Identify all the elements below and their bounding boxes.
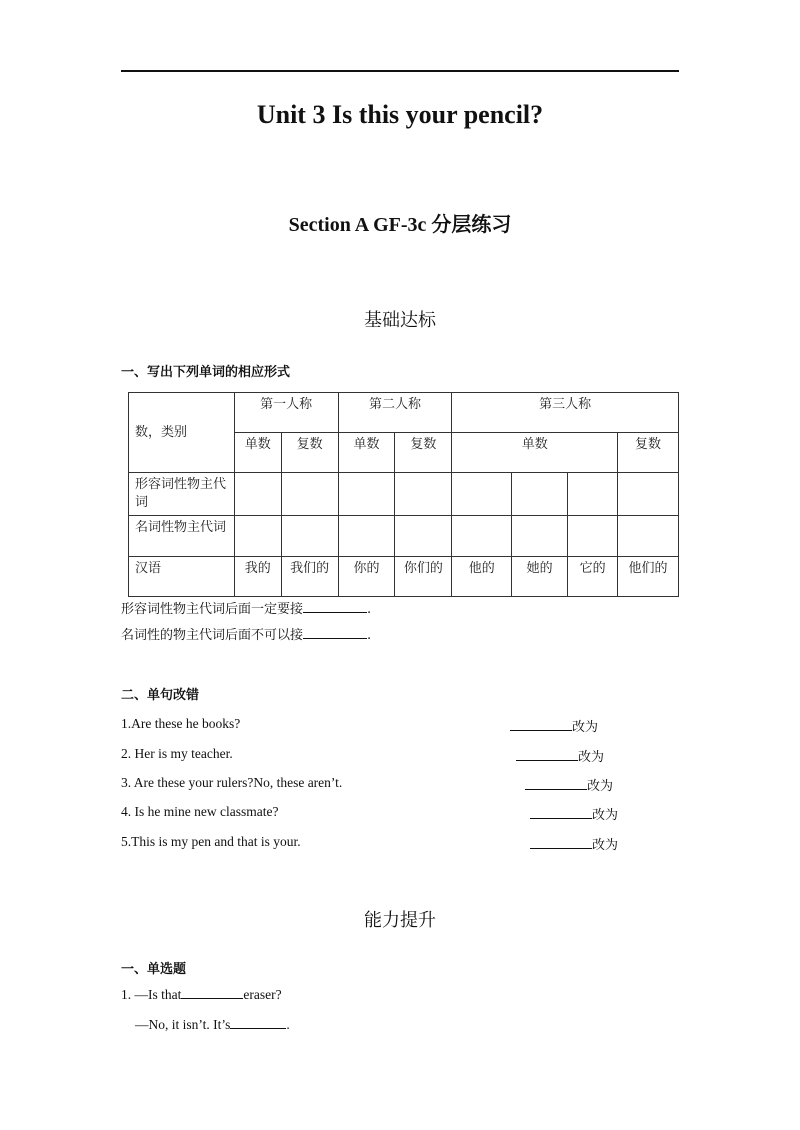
part2-heading: 二、单句改错 [121, 688, 200, 703]
question-text: eraser? [243, 987, 282, 1002]
page-subtitle: Section A GF-3c 分层练习 [288, 214, 512, 236]
chinese-meaning: 我们的 [281, 557, 338, 597]
answer-cell[interactable] [281, 516, 338, 557]
answer-blank[interactable] [181, 986, 243, 999]
header-plural: 复数 [281, 433, 338, 473]
chinese-meaning: 你们的 [395, 557, 452, 597]
correction-label: 改为 [592, 808, 619, 823]
correction-slot [525, 775, 613, 794]
answer-cell[interactable] [338, 516, 395, 557]
note-text: 形容词性物主代词后面一定要接 [121, 602, 304, 617]
page-title: Unit 3 Is this your pencil? [256, 100, 544, 129]
error-sentence: 4. Is he mine new classmate? [121, 804, 279, 819]
header-singular: 单数 [234, 433, 281, 473]
section-heading-basic: 基础达标 [364, 310, 436, 331]
header-first-person: 第一人称 [234, 393, 338, 433]
correction-label: 改为 [578, 750, 605, 765]
row-label-adjective-possessive: 形容词性物主代词 [129, 473, 235, 516]
answer-cell[interactable] [395, 516, 452, 557]
header-plural: 复数 [618, 433, 679, 473]
note-text: 名词性的物主代词后面不可以接 [121, 628, 304, 643]
correction-slot [510, 716, 598, 735]
header-singular: 单数 [452, 433, 618, 473]
error-sentence: 2. Her is my teacher. [121, 746, 233, 761]
answer-cell[interactable] [452, 473, 512, 516]
answer-cell[interactable] [234, 516, 281, 557]
chinese-meaning: 你的 [338, 557, 395, 597]
answer-blank[interactable] [530, 806, 592, 819]
row-label-chinese: 汉语 [129, 557, 235, 597]
correction-slot [530, 834, 618, 853]
answer-blank[interactable] [516, 748, 578, 761]
error-sentence: 3. Are these your rulers?No, these aren’t. [121, 775, 343, 790]
row-label-noun-possessive: 名词性物主代词 [129, 516, 235, 557]
section-heading-advanced: 能力提升 [364, 910, 436, 931]
header-plural: 复数 [395, 433, 452, 473]
correction-slot [516, 746, 604, 765]
answer-cell[interactable] [512, 473, 568, 516]
answer-blank[interactable] [525, 777, 587, 790]
answer-cell[interactable] [618, 473, 679, 516]
answer-blank[interactable] [530, 836, 592, 849]
answer-cell[interactable] [395, 473, 452, 516]
correction-label: 改为 [592, 838, 619, 853]
answer-cell[interactable] [234, 473, 281, 516]
answer-cell[interactable] [452, 516, 512, 557]
chinese-meaning: 我的 [234, 557, 281, 597]
answer-cell[interactable] [618, 516, 679, 557]
answer-cell[interactable] [568, 516, 618, 557]
pronoun-table [128, 392, 679, 597]
chinese-meaning: 他的 [452, 557, 512, 597]
correction-slot [530, 804, 618, 823]
header-singular: 单数 [338, 433, 395, 473]
answer-cell[interactable] [568, 473, 618, 516]
answer-cell[interactable] [338, 473, 395, 516]
question-text: 1. —Is that [121, 987, 182, 1002]
error-sentence: 5.This is my pen and that is your. [121, 834, 301, 849]
part1-heading: 一、写出下列单词的相应形式 [121, 365, 291, 380]
question-text: —No, it isn’t. It’s [135, 1017, 231, 1032]
correction-label: 改为 [587, 779, 614, 794]
chinese-meaning: 它的 [568, 557, 618, 597]
top-rule [121, 70, 679, 72]
error-sentence: 1.Are these he books? [121, 716, 241, 731]
question-text: . [286, 1017, 290, 1032]
answer-blank[interactable] [303, 600, 367, 613]
question-1-line-a [121, 986, 282, 1003]
answer-blank[interactable] [230, 1016, 286, 1029]
question-1-line-b [135, 1016, 290, 1033]
answer-cell[interactable] [512, 516, 568, 557]
header-second-person: 第二人称 [338, 393, 452, 433]
header-third-person: 第三人称 [452, 393, 679, 433]
correction-label: 改为 [572, 720, 599, 735]
chinese-meaning: 他们的 [618, 557, 679, 597]
part3-heading: 一、单选题 [121, 962, 187, 977]
note-adjective-possessive: 形容词性物主代词后面一定要接 . [121, 602, 372, 617]
answer-blank[interactable] [510, 718, 572, 731]
note-noun-possessive: 名词性的物主代词后面不可以接 . [121, 628, 372, 643]
chinese-meaning: 她的 [512, 557, 568, 597]
table-corner-cell: 数，类别 [129, 393, 235, 473]
answer-blank[interactable] [303, 626, 367, 639]
answer-cell[interactable] [281, 473, 338, 516]
